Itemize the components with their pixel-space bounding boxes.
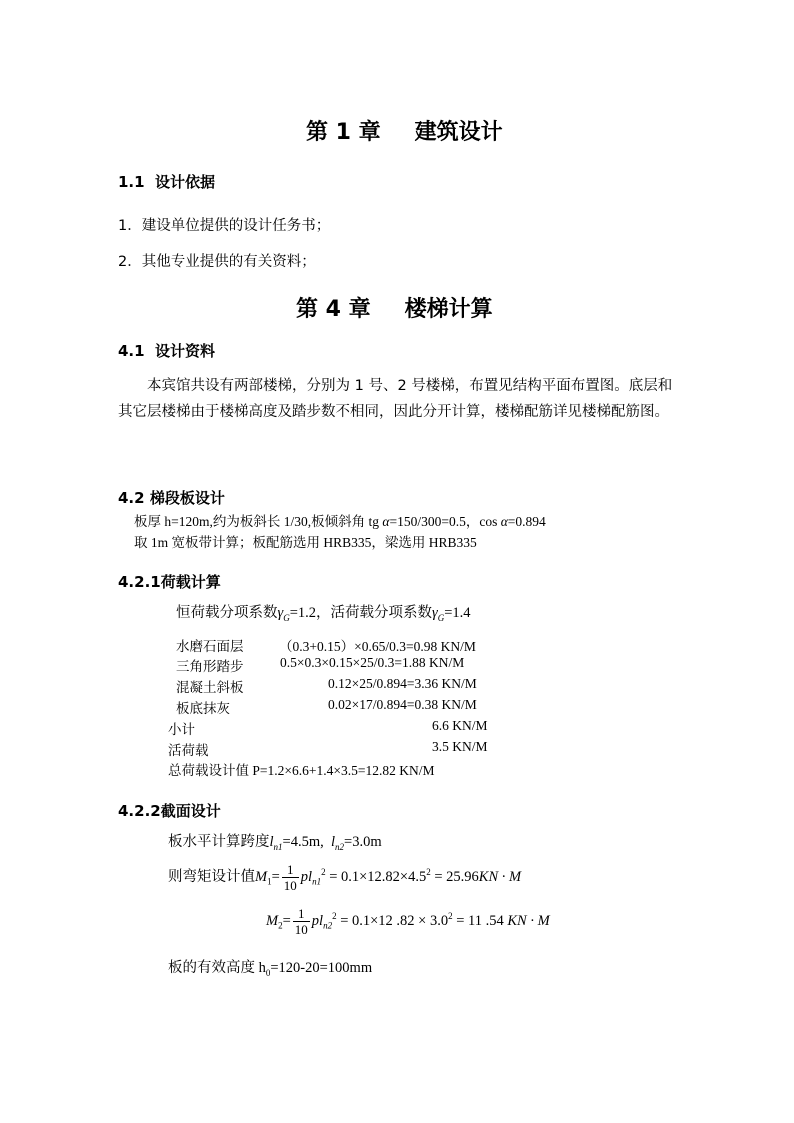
l-subscript: n2 (323, 920, 333, 931)
pl-term: pl (300, 868, 313, 885)
alpha-symbol: α (382, 514, 390, 529)
fraction-denominator: 10 (283, 878, 297, 893)
m-subscript: 1 (267, 876, 272, 887)
gamma-subscript: G (437, 612, 445, 623)
chapter-4-heading: 楼梯计算 (404, 297, 493, 322)
fraction-numerator: 1 (293, 906, 310, 922)
slab-thickness-line (134, 510, 546, 530)
gamma-symbol: γ (277, 605, 284, 621)
load-name: 混凝土斜板 (176, 680, 244, 695)
fraction-denominator: 10 (294, 922, 308, 937)
moment-unit: KN · M (478, 868, 522, 885)
moment-m2-equation (266, 906, 550, 937)
live-load-value: 3.5 KN/M (432, 739, 488, 754)
section-title: 设计资料 (155, 342, 216, 360)
section-number: 4.1 (118, 342, 145, 360)
slab-text: 板厚 h=120m,约为板斜长 1/30,板倾斜角 tg (134, 514, 379, 529)
section-title: 荷载计算 (160, 573, 221, 591)
list-item: 2．其他专业提供的有关资料； (118, 254, 316, 270)
section-4-2-2-heading (118, 800, 221, 821)
reinforcement-line: 取 1m 宽板带计算；板配筋选用 HRB335，梁选用 HRB335 (134, 535, 477, 550)
m-subscript: 2 (278, 920, 283, 931)
m2-result: = 11 .54 (452, 912, 504, 929)
chapter-4-number: 第 4 章 (296, 297, 371, 322)
live-load-label: 活荷载 (168, 743, 209, 758)
l-symbol: l (331, 834, 336, 850)
load-calc: 0.02×17/0.894=0.38 KN/M (328, 697, 477, 712)
moment-label: 则弯矩设计值 (168, 868, 255, 885)
section-number: 4.2.1 (118, 573, 161, 591)
square-exponent: 2 (321, 867, 326, 877)
equals-sign: = (271, 868, 280, 885)
effective-height-line (168, 956, 372, 978)
section-title: 梯段板设计 (149, 489, 225, 507)
section-number: 1.1 (118, 173, 145, 191)
m1-rhs: = 0.1×12.82×4.5 (325, 868, 427, 885)
total-load-line: 总荷载设计值 P=1.2×6.6+1.4×3.5=12.82 KN/M (168, 763, 435, 778)
moment-m1-equation (168, 862, 521, 893)
l-subscript: n1 (273, 841, 283, 852)
gamma-subscript: G (283, 612, 290, 623)
pl-term: pl (311, 912, 324, 929)
fraction (293, 906, 310, 937)
equals-sign: = (282, 912, 291, 929)
square-exponent: 2 (332, 911, 337, 921)
list-item: 1．建设单位提供的设计任务书； (118, 218, 331, 234)
load-factor-line (176, 601, 471, 623)
l-subscript: n2 (335, 841, 345, 852)
alpha-symbol: α (500, 514, 508, 529)
section-title: 截面设计 (160, 802, 221, 820)
span-text: 板水平计算跨度 (168, 834, 270, 850)
m1-result: = 25.96 (430, 868, 479, 885)
l-symbol: l (269, 834, 274, 850)
load-calc: 0.12×25/0.894=3.36 KN/M (328, 676, 477, 691)
chapter-1-title (306, 115, 503, 146)
h-subscript: 0 (265, 967, 271, 978)
load-calc: 0.5×0.3×0.15×25/0.3=1.88 KN/M (280, 655, 465, 670)
gamma-symbol: γ (432, 605, 438, 621)
span-line (168, 830, 382, 852)
fraction-numerator: 1 (282, 862, 299, 878)
m-symbol: M (266, 912, 279, 929)
factor-text: =1.4 (444, 605, 471, 621)
fraction (282, 862, 299, 893)
moment-unit: KN · M (507, 912, 550, 929)
load-name: 水磨石面层 (176, 639, 244, 654)
subtotal-value: 6.6 KN/M (432, 718, 488, 733)
slab-text: =150/300=0.5，cos (389, 514, 498, 529)
chapter-1-heading: 建筑设计 (414, 120, 503, 145)
section-4-1-heading (118, 340, 215, 361)
load-name: 三角形踏步 (176, 659, 244, 674)
span-text: =3.0m (344, 834, 382, 850)
section-title: 设计依据 (155, 173, 216, 191)
l-subscript: n1 (312, 876, 322, 887)
chapter-4-title (296, 292, 493, 323)
span-text: =4.5m, (282, 834, 324, 850)
m2-rhs: = 0.1×12 .82 × 3.0 (336, 912, 449, 929)
slab-text: =0.894 (507, 514, 546, 529)
section-4-2-1-heading (118, 571, 221, 592)
factor-text: =1.2，活荷载分项系数 (289, 605, 433, 621)
factor-text: 恒荷载分项系数 (176, 605, 278, 621)
m-symbol: M (255, 868, 268, 885)
load-name: 板底抹灰 (176, 701, 230, 716)
effective-height-text: 板的有效高度 h (168, 960, 266, 976)
load-calc: （0.3+0.15）×0.65/0.3=0.98 KN/M (279, 639, 476, 654)
subtotal-label: 小计 (168, 722, 195, 737)
chapter-1-number: 第 1 章 (306, 120, 381, 145)
section-1-1-heading (118, 171, 215, 192)
effective-height-text: =120-20=100mm (270, 960, 373, 976)
section-4-2-heading (118, 487, 225, 508)
square-exponent: 2 (448, 911, 453, 921)
section-number: 4.2 (118, 489, 145, 507)
design-data-paragraph: 本宾馆共设有两部楼梯，分别为 1 号、2 号楼梯，布置见结构平面布置图。底层和其它层楼梯由于楼梯高度及踏步数不相同，因此分开计算，楼梯配筋详见楼梯配筋图。 (118, 378, 673, 420)
section-number: 4.2.2 (118, 802, 161, 820)
square-exponent: 2 (426, 867, 431, 877)
